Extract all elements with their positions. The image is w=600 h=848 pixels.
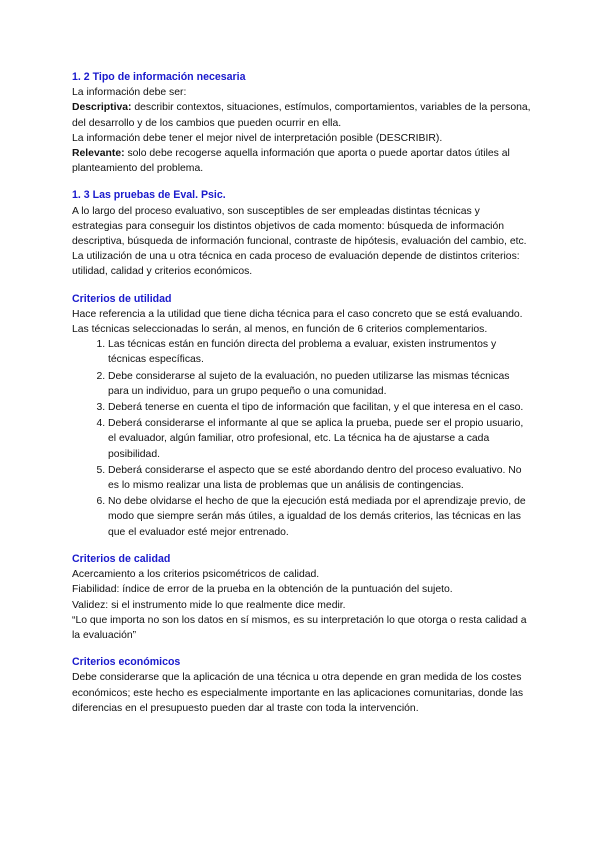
paragraph: La información debe tener el mejor nivel de interpretación posible (DESCRIBIR). bbox=[72, 132, 443, 144]
section-heading: Criterios económicos bbox=[72, 656, 181, 669]
list-item: 1. Las técnicas están en función directa del problema a evaluar, existen instrumentos y técnicas específicas. bbox=[108, 337, 532, 367]
paragraph: A lo largo del proceso evaluativo, son susceptibles de ser empleadas distintas técnicas y estrategias para conseguir los distintos objetivos de cada momento: búsqueda de información descriptiva, búsqueda de información funcional, contraste de hipótesis, evaluación del cambio, etc. bbox=[72, 205, 527, 248]
section-tipo-informacion bbox=[72, 70, 532, 176]
paragraph: Hace referencia a la utilidad que tiene dicha técnica para el caso concreto que se está evaluando. Las técnicas seleccionadas lo serán, al menos, en función de 6 criterios complementarios. bbox=[72, 308, 523, 336]
paragraph: Debe considerarse que la aplicación de una técnica u otra depende en gran medida de los costes económicos; este hecho es especialmente importante en las aplicaciones comunitarias, donde las diferencias en el presupuesto pueden dar al traste con toda la intervención. bbox=[72, 672, 524, 714]
term-text: describir contextos, situaciones, estímulos, comportamientos, variables de la persona, del desarrollo y de los cambios que pueden ocurrir en ella. bbox=[72, 102, 531, 129]
section-criterios-utilidad bbox=[72, 292, 532, 540]
section-criterios-economicos bbox=[72, 655, 532, 716]
paragraph: Acercamiento a los criterios psicométricos de calidad. bbox=[72, 569, 320, 581]
term-label: Descriptiva: bbox=[72, 102, 132, 114]
section-pruebas bbox=[72, 188, 532, 279]
section-criterios-calidad bbox=[72, 552, 532, 643]
list-item: 6. No debe olvidarse el hecho de que la ejecución está mediada por el aprendizaje previo, de modo que siempre serán más útiles, a igualdad de los demás criterios, las técnicas en las que el evaluador esté mejor entrenado. bbox=[108, 494, 532, 540]
term-text: solo debe recogerse aquella información que aporta o puede aportar datos útiles al planteamiento del problema. bbox=[72, 148, 510, 175]
list-item: 2. Debe considerarse al sujeto de la evaluación, no pueden utilizarse las mismas técnicas para un individuo, para un grupo pequeño o una comunidad. bbox=[108, 369, 532, 399]
criteria-list bbox=[72, 337, 532, 540]
paragraph: La información debe ser: bbox=[72, 87, 187, 99]
paragraph: La utilización de una u otra técnica en cada proceso de evaluación depende de distintos criterios: utilidad, calidad y criterios económicos. bbox=[72, 251, 520, 278]
section-heading: 1. 2 Tipo de información necesaria bbox=[72, 71, 246, 83]
quote: “Lo que importa no son los datos en sí mismos, es su interpretación lo que otorga o resta calidad a la evaluación” bbox=[72, 614, 527, 641]
paragraph bbox=[72, 100, 532, 130]
document-page bbox=[72, 70, 532, 728]
section-heading: Criterios de utilidad bbox=[72, 292, 172, 305]
section-heading: 1. 3 Las pruebas de Eval. Psic. bbox=[72, 189, 226, 202]
paragraph bbox=[72, 146, 532, 176]
list-item: 3. Deberá tenerse en cuenta el tipo de información que facilitan, y el que interesa en el caso. bbox=[108, 400, 532, 415]
list-item: 4. Deberá considerarse el informante al que se aplica la prueba, puede ser el propio usuario, el evaluador, algún familiar, otro profesional, etc. La técnica ha de ajustarse a cada posibilidad. bbox=[108, 416, 532, 462]
term-label: Relevante: bbox=[72, 148, 125, 160]
section-heading: Criterios de calidad bbox=[72, 552, 171, 565]
list-item: 5. Deberá considerarse el aspecto que se esté abordando dentro del proceso evaluativo. No es lo mismo realizar una lista de problemas que un análisis de contingencias. bbox=[108, 463, 532, 493]
paragraph: Fiabilidad: índice de error de la prueba en la obtención de la puntuación del sujeto. bbox=[72, 584, 453, 596]
paragraph: Validez: si el instrumento mide lo que realmente dice medir. bbox=[72, 599, 346, 611]
